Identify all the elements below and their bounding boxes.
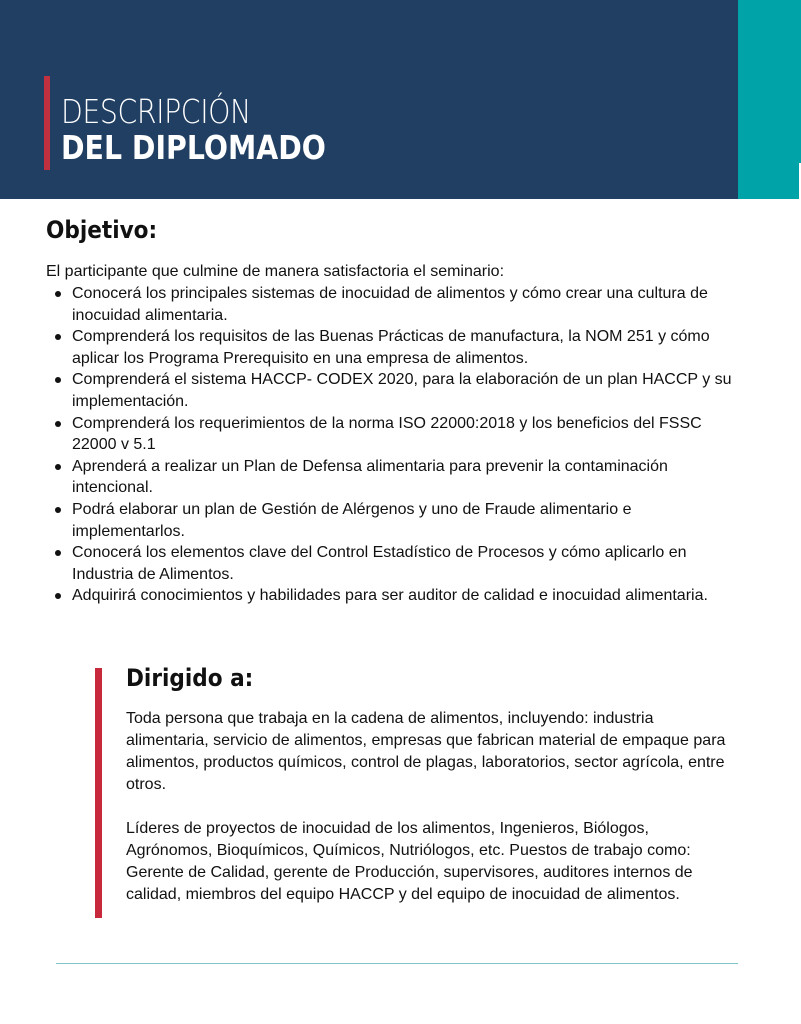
list-item bbox=[46, 499, 746, 542]
objetivo-heading: Objetivo: bbox=[46, 216, 158, 244]
bullet-icon bbox=[55, 377, 61, 383]
list-item bbox=[46, 369, 746, 412]
objetivo-list bbox=[46, 283, 746, 607]
bullet-icon bbox=[55, 291, 61, 297]
list-item-text: Comprenderá los requisitos de las Buenas Prácticas de manufactura, la NOM 251 y cómo aplicar los Programa Prerequisito en una empresa de alimentos. bbox=[72, 328, 710, 367]
list-item-text: Comprenderá los requerimientos de la norma ISO 22000:2018 y los beneficios del FSSC 22000 v 5.1 bbox=[72, 414, 702, 454]
page-title-line1: DESCRIPCIÓN bbox=[61, 92, 251, 131]
dirigido-paragraph-2: Líderes de proyectos de inocuidad de los alimentos, Ingenieros, Biólogos, Agrónomos, Bioquímicos, Químicos, Nutriólogos, etc. Puestos de trabajo como: Gerente de Calidad, gerente de Producción, supervisores, auditores internos de calidad, miembros del equipo HACCP y del equipo de inocuidad de alimentos. bbox=[126, 820, 693, 903]
list-item-text: Conocerá los elementos clave del Control Estadístico de Procesos y cómo aplicarlo en Industria de Alimentos. bbox=[72, 544, 687, 583]
dirigido-paragraph-1: Toda persona que trabaja en la cadena de alimentos, incluyendo: industria alimentaria, servicio de alimentos, empresas que fabrican material de empaque para alimentos, productos químicos, control de plagas, laboratorios, sector agrícola, entre otros. bbox=[126, 710, 726, 793]
list-item-text: Aprenderá a realizar un Plan de Defensa alimentaria para prevenir la contaminación intencional. bbox=[72, 457, 668, 497]
header-accent-bar bbox=[44, 76, 50, 170]
bullet-icon bbox=[55, 550, 61, 556]
list-item bbox=[46, 326, 746, 369]
bullet-icon bbox=[55, 464, 61, 470]
list-item-text: Conocerá los principales sistemas de inocuidad de alimentos y cómo crear una cultura de inocuidad alimentaria. bbox=[72, 285, 708, 324]
page-title-line2: DEL DIPLOMADO bbox=[61, 128, 326, 167]
bullet-icon bbox=[55, 593, 61, 599]
bullet-icon bbox=[55, 507, 61, 513]
dirigido-accent-bar bbox=[95, 668, 102, 918]
dirigido-heading: Dirigido a: bbox=[126, 664, 254, 692]
bullet-icon bbox=[55, 421, 61, 427]
teal-accent-block bbox=[738, 0, 801, 199]
objetivo-intro: El participante que culmine de manera satisfactoria el seminario: bbox=[46, 263, 505, 280]
list-item-text: Comprenderá el sistema HACCP- CODEX 2020, para la elaboración de un plan HACCP y su implementación. bbox=[72, 371, 732, 410]
list-item bbox=[46, 585, 746, 607]
footer-divider bbox=[56, 963, 738, 964]
list-item bbox=[46, 413, 746, 456]
list-item bbox=[46, 283, 746, 326]
bullet-icon bbox=[55, 334, 61, 340]
list-item bbox=[46, 542, 746, 585]
list-item-text: Adquirirá conocimientos y habilidades para ser auditor de calidad e inocuidad alimentaria. bbox=[72, 587, 708, 605]
list-item-text: Podrá elaborar un plan de Gestión de Alérgenos y uno de Fraude alimentario e implementarlos. bbox=[72, 500, 632, 540]
list-item bbox=[46, 456, 746, 499]
